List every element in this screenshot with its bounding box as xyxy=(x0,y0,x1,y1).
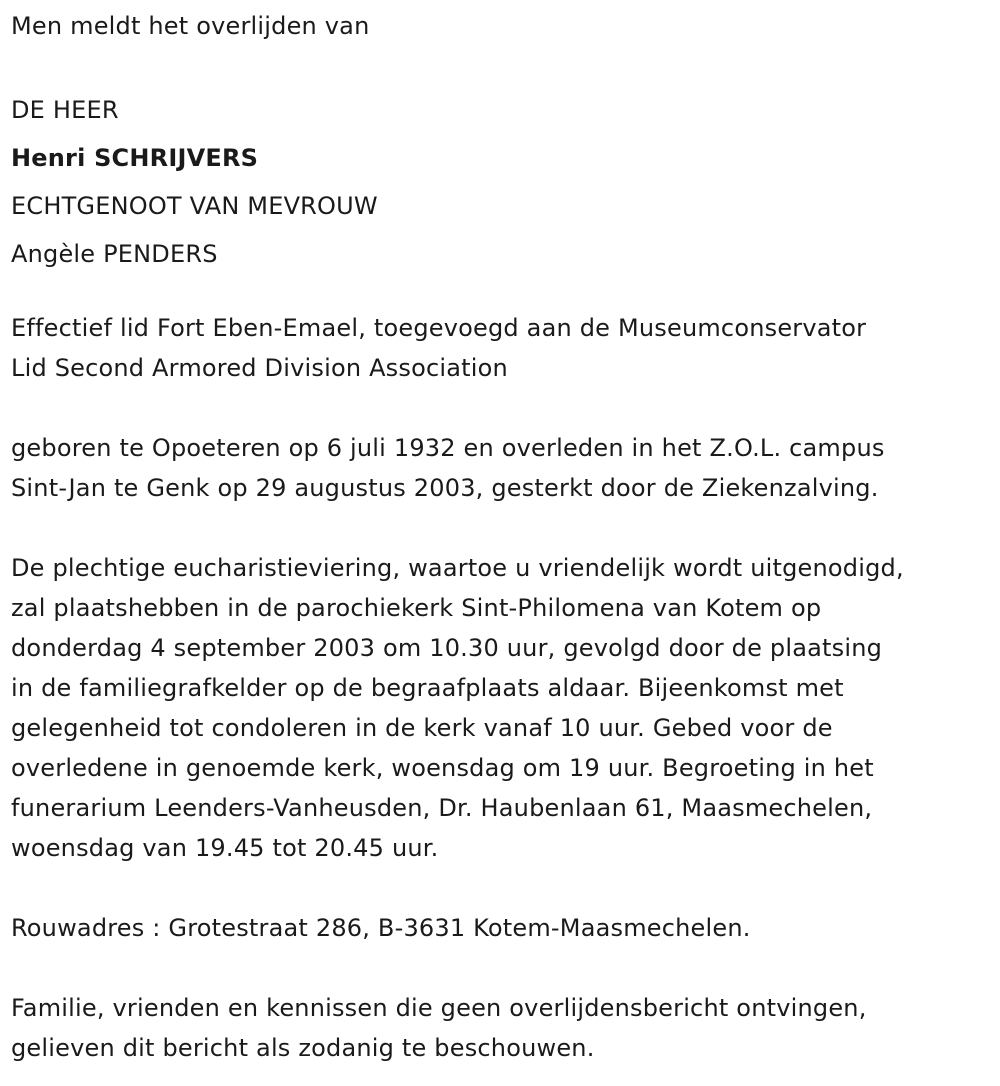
mourning-address: Rouwadres : Grotestraat 286, B-3631 Kotem-Maasmechelen. xyxy=(11,914,751,942)
address-paragraph xyxy=(11,908,996,948)
ceremony-line: woensdag van 19.45 tot 20.45 uur. xyxy=(11,834,439,862)
affiliation-line: Effectief lid Fort Eben-Emael, toegevoegd aan de Museumconservator xyxy=(11,314,867,342)
ceremony-line: in de familiegrafkelder op de begraafplaats aldaar. Bijeenkomst met xyxy=(11,674,844,702)
birth-death-paragraph xyxy=(11,428,996,508)
closing-line: gelieven dit bericht als zodanig te beschouwen. xyxy=(11,1034,595,1062)
spouse-name: Angèle PENDERS xyxy=(11,240,218,268)
deceased-header xyxy=(11,86,996,278)
ceremony-line: funerarium Leenders-Vanheusden, Dr. Haubenlaan 61, Maasmechelen, xyxy=(11,794,873,822)
ceremony-line: donderdag 4 september 2003 om 10.30 uur, gevolgd door de plaatsing xyxy=(11,634,883,662)
birth-death-line: Sint-Jan te Genk op 29 augustus 2003, gesterkt door de Ziekenzalving. xyxy=(11,474,879,502)
death-notice xyxy=(11,6,996,1068)
birth-death-line: geboren te Opoeteren op 6 juli 1932 en overleden in het Z.O.L. campus xyxy=(11,434,885,462)
ceremony-line: overledene in genoemde kerk, woensdag om 19 uur. Begroeting in het xyxy=(11,754,874,782)
ceremony-line: zal plaatshebben in de parochiekerk Sint-Philomena van Kotem op xyxy=(11,594,822,622)
closing-line: Familie, vrienden en kennissen die geen overlijdensbericht ontvingen, xyxy=(11,994,867,1022)
deceased-name: Henri SCHRIJVERS xyxy=(11,144,259,172)
affiliation-line: Lid Second Armored Division Association xyxy=(11,354,508,382)
spouse-label: ECHTGENOOT VAN MEVROUW xyxy=(11,192,378,220)
affiliations-paragraph xyxy=(11,308,996,388)
ceremony-paragraph xyxy=(11,548,996,868)
intro-line: Men meldt het overlijden van xyxy=(11,12,370,40)
ceremony-line: De plechtige eucharistieviering, waartoe u vriendelijk wordt uitgenodigd, xyxy=(11,554,904,582)
deceased-title: DE HEER xyxy=(11,96,119,124)
ceremony-line: gelegenheid tot condoleren in de kerk vanaf 10 uur. Gebed voor de xyxy=(11,714,833,742)
closing-paragraph xyxy=(11,988,996,1068)
